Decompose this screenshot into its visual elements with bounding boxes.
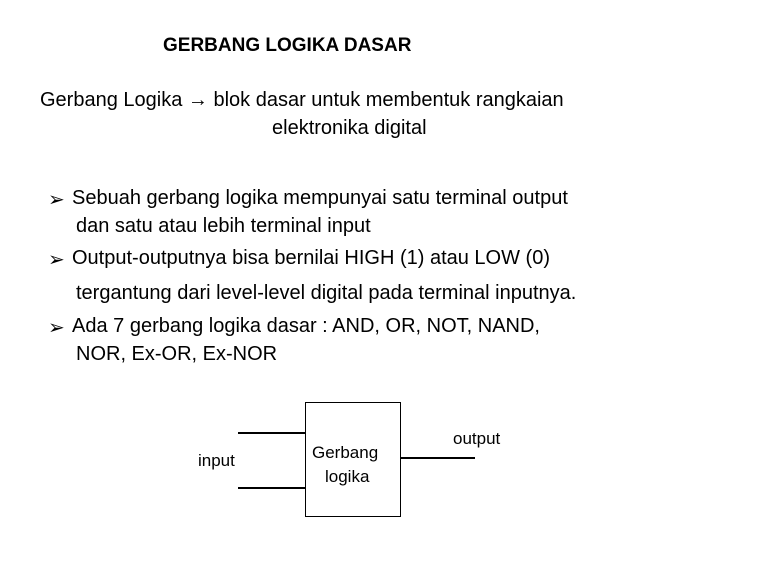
input-label: input [198,451,235,470]
slide-title: GERBANG LOGIKA DASAR [163,35,412,56]
bullet-3-line2: NOR, Ex-OR, Ex-NOR [76,343,278,365]
input-line-1 [238,432,305,434]
bullet-text: Output-outputnya bisa bernilai HIGH (1) atau LOW (0) [72,247,550,269]
bullet-3-line1 [48,315,540,339]
bullet-icon: ➢ [48,249,65,271]
bullet-1-line1 [48,187,568,211]
bullet-text: Sebuah gerbang logika mempunyai satu terminal output [72,187,568,209]
bullet-icon: ➢ [48,189,65,211]
input-line-2 [238,487,305,489]
output-line [401,457,475,459]
bullet-2-line2: tergantung dari level-level digital pada terminal inputnya. [76,282,577,304]
bullet-1-line2: dan satu atau lebih terminal input [76,215,371,237]
definition-term: Gerbang Logika [40,89,183,111]
output-label: output [453,429,501,448]
bullet-2-line1 [48,247,550,271]
gate-label-line1: Gerbang [312,443,379,462]
definition-line2: elektronika digital [272,117,427,139]
arrow-icon: → [187,89,208,111]
definition-text: blok dasar untuk membentuk rangkaian [213,89,564,111]
bullet-text: Ada 7 gerbang logika dasar : AND, OR, NOT, NAND, [72,315,540,337]
gate-label-line2: logika [325,467,370,486]
bullet-icon: ➢ [48,317,65,339]
definition-line1 [40,89,564,112]
